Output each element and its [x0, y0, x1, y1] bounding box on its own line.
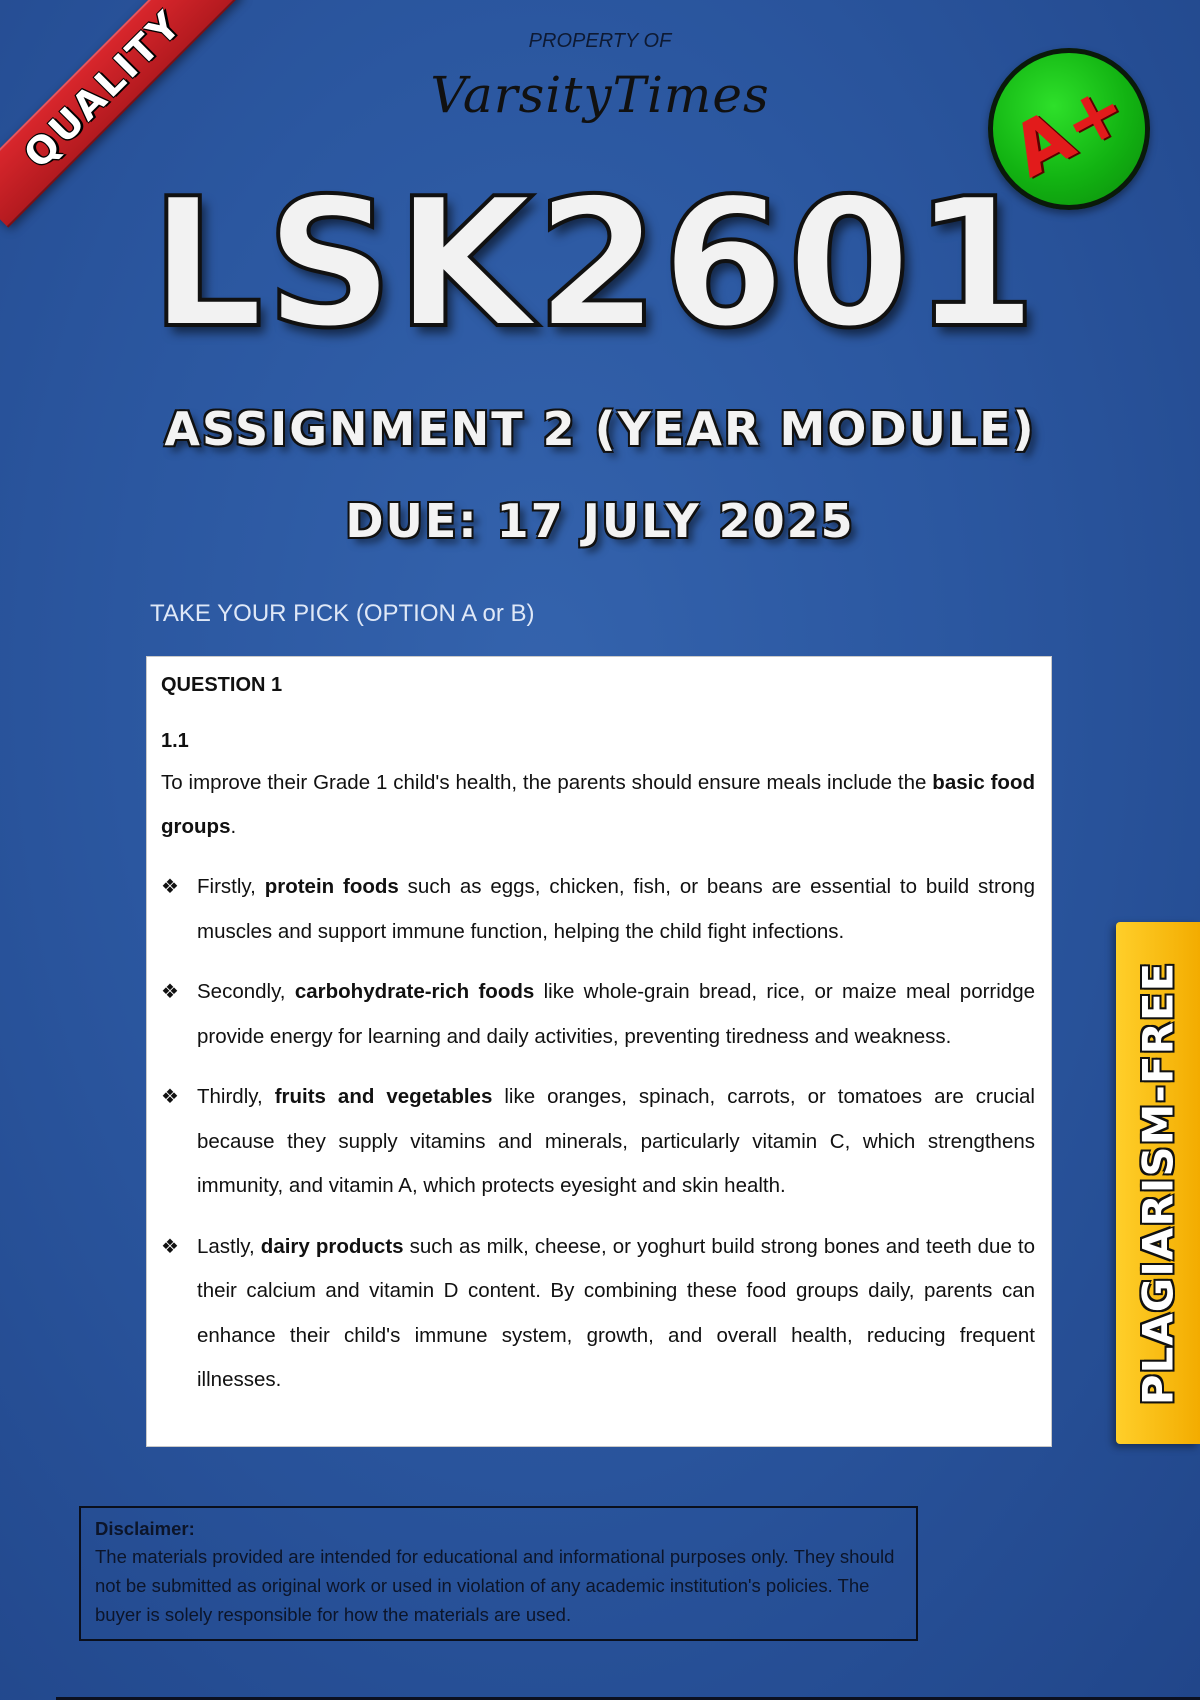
- option-pick-note: TAKE YOUR PICK (OPTION A or B): [150, 600, 535, 627]
- intro-bold-text: basic food groups: [161, 771, 1036, 838]
- module-code-title: LSK2601: [150, 160, 1039, 367]
- disclaimer-body: The materials provided are intended for educational and informational purposes only. They should not be submitted as original work or used in violation of any academic institution's policies. The buyer is solely responsible for how the materials are used.: [95, 1546, 895, 1625]
- bullet-text: Thirdly,: [197, 1085, 275, 1108]
- list-item: [161, 865, 1035, 954]
- varsity-times-logo: VarsityTimes: [430, 66, 770, 124]
- bullet-bold-text: fruits and vegetables: [274, 1085, 493, 1108]
- bullet-text: Firstly,: [197, 875, 265, 898]
- section-number: 1.1: [161, 730, 189, 752]
- bullet-text: like whole-grain bread, rice, or maize meal porridge provide energy for learning and daily activities, preventing tiredness and weakness.: [197, 980, 1036, 1048]
- due-date: DUE: 17 JULY 2025: [345, 494, 855, 548]
- plagiarism-free-tab: [1116, 922, 1200, 1444]
- property-of-label: PROPERTY OF: [528, 30, 672, 52]
- intro-paragraph: [161, 761, 1035, 849]
- a-plus-badge-label: A+: [998, 64, 1140, 194]
- bullet-bold-text: dairy products: [260, 1234, 404, 1258]
- diamond-bullet-icon: ❖: [161, 876, 179, 898]
- bullet-text: like oranges, spinach, carrots, or tomatoes are crucial because they supply vitamins and minerals, particularly vitamin C, which strengthens immunity, and vitamin A, which protects eyesight and skin health.: [197, 1085, 1035, 1197]
- answer-card: [146, 656, 1052, 1447]
- disclaimer-title: Disclaimer:: [95, 1518, 195, 1539]
- bullet-text: Secondly,: [197, 980, 295, 1003]
- bullet-text: Lastly,: [197, 1234, 261, 1258]
- list-item: [161, 970, 1035, 1059]
- bullet-bold-text: protein foods: [264, 875, 399, 898]
- list-item: [161, 1075, 1035, 1209]
- question-heading: QUESTION 1: [161, 674, 283, 696]
- diamond-bullet-icon: ❖: [161, 981, 179, 1003]
- diamond-bullet-icon: ❖: [161, 1235, 179, 1258]
- intro-tail: .: [230, 815, 237, 838]
- bullet-text: such as eggs, chicken, fish, or beans are essential to build strong muscles and support immune function, helping the child fight infections.: [197, 875, 1035, 943]
- assignment-title: ASSIGNMENT 2 (YEAR MODULE): [164, 402, 1036, 456]
- bullet-text: such as milk, cheese, or yoghurt build strong bones and teeth due to their calcium and vitamin D content. By combining these food groups daily, parents can enhance their child's immune system, growth, and overall health, reducing frequent illnesses.: [197, 1234, 1036, 1391]
- list-item: [161, 1225, 1035, 1403]
- quality-ribbon-label: QUALITY: [15, 1, 191, 177]
- diamond-bullet-icon: ❖: [161, 1086, 179, 1108]
- plagiarism-free-label: PLAGIARISM-FREE: [1133, 961, 1183, 1405]
- bullet-bold-text: carbohydrate-rich foods: [294, 980, 535, 1003]
- intro-text: To improve their Grade 1 child's health, the parents should ensure meals include the: [161, 771, 933, 794]
- disclaimer-box: [79, 1506, 918, 1641]
